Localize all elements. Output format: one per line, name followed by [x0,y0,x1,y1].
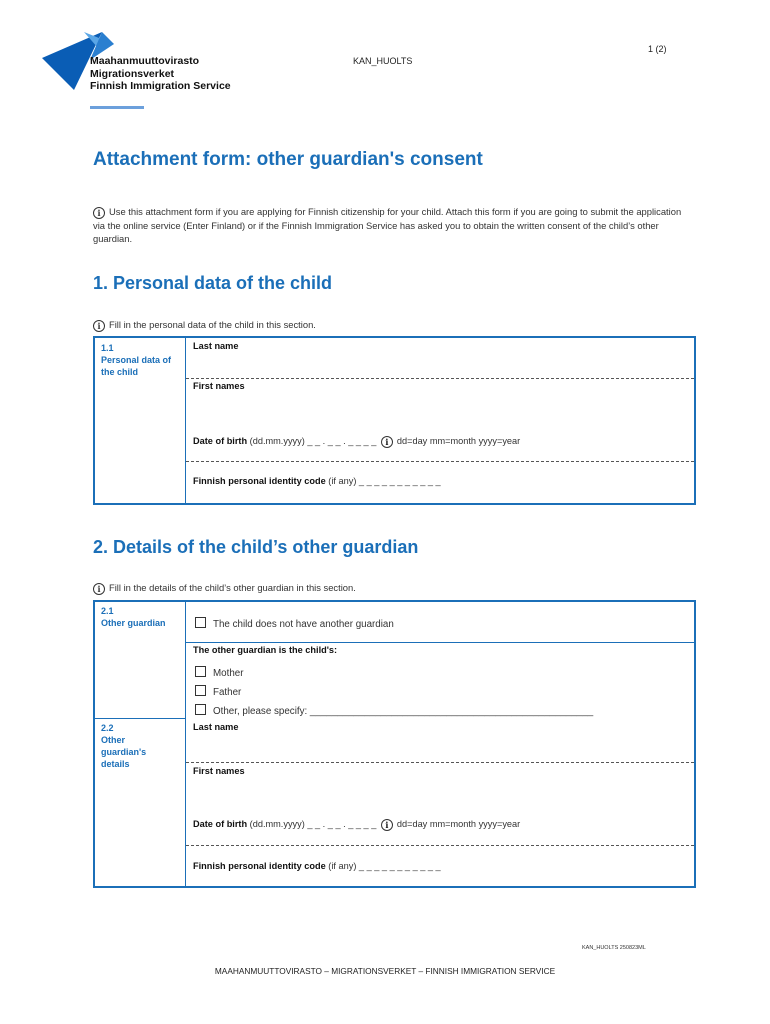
guardian-first-names-label: First names [193,766,245,776]
no-guardian-checkbox[interactable] [195,617,206,628]
child-last-name-label: Last name [193,341,239,351]
guardian-pic-field[interactable]: (if any) _ _ _ _ _ _ _ _ _ _ _ [328,861,441,871]
section2-row-divider [186,642,694,643]
father-option[interactable]: Father [195,685,241,698]
section22-label: 2.2 Other guardian's details [101,723,147,769]
info-icon: i [93,583,105,595]
section1-label: 1.1 Personal data of the child [101,343,172,377]
other-option[interactable]: Other, please specify: ____________________________________________________ [195,704,593,717]
mother-option[interactable]: Mother [195,666,244,679]
guardian-dob-divider [186,845,694,846]
child-pic-label: Finnish personal identity code (if any) _ _ _ _ _ _ _ _ _ _ _ [193,476,441,486]
document-code: KAN_HUOLTS [353,56,413,66]
guardian-last-name-field[interactable] [186,762,694,763]
footer-agency: MAAHANMUUTTOVIRASTO – MIGRATIONSVERKET – FINNISH IMMIGRATION SERVICE [214,966,556,976]
section21-label: 2.1 Other guardian [101,606,166,628]
child-dob-field[interactable]: (dd.mm.yyyy) _ _ . _ _ . _ _ _ _ [249,436,377,446]
child-last-name-field[interactable] [186,378,694,379]
guardian-dob-label: Date of birth (dd.mm.yyyy) _ _ . _ _ . _ _ _ _ i dd=day mm=month yyyy=year [193,819,521,830]
logo-underline [90,106,144,109]
section2-label-divider [94,718,186,719]
child-dob-divider [186,461,694,462]
child-first-names-label: First names [193,381,245,391]
info-icon: i [381,436,393,448]
guardian-pic-label: Finnish personal identity code (if any) _ _ _ _ _ _ _ _ _ _ _ [193,861,441,871]
intro-text: i Use this attachment form if you are applying for Finnish citizenship for your child. Attach this form if you are going to submit the application via the online service (Enter Finland) or if the Finnish Immigration Service has asked you to obtain the written consent of the child’s other guardian. [93,206,682,244]
agency-name: Maahanmuuttovirasto Migrationsverket Finnish Immigration Service [90,55,231,92]
section1-info: i Fill in the personal data of the child in this section. [93,318,316,332]
no-guardian-option[interactable]: The child does not have another guardian [195,617,394,630]
mother-checkbox[interactable] [195,666,206,677]
info-icon: i [381,819,393,831]
page-title: Attachment form: other guardian's consent [93,149,483,170]
guardian-dob-field[interactable]: (dd.mm.yyyy) _ _ . _ _ . _ _ _ _ [249,819,377,829]
info-icon: i [93,320,105,332]
section2-info: i Fill in the details of the child’s other guardian in this section. [93,581,356,595]
section1-divider [185,337,186,504]
section2-heading: 2. Details of the child’s other guardian [93,537,419,557]
info-icon: i [93,207,105,219]
page-number: 1 (2) [648,44,667,54]
child-pic-field[interactable]: (if any) _ _ _ _ _ _ _ _ _ _ _ [328,476,441,486]
other-checkbox[interactable] [195,704,206,715]
child-dob-label: Date of birth (dd.mm.yyyy) _ _ . _ _ . _ _ _ _ i dd=day mm=month yyyy=year [193,436,521,447]
form-reference: KAN_HUOLTS 250823ML [582,945,646,951]
section1-heading: 1. Personal data of the child [93,273,333,293]
father-checkbox[interactable] [195,685,206,696]
guardian-last-name-label: Last name [193,722,239,732]
relation-label: The other guardian is the child's: [193,645,338,655]
